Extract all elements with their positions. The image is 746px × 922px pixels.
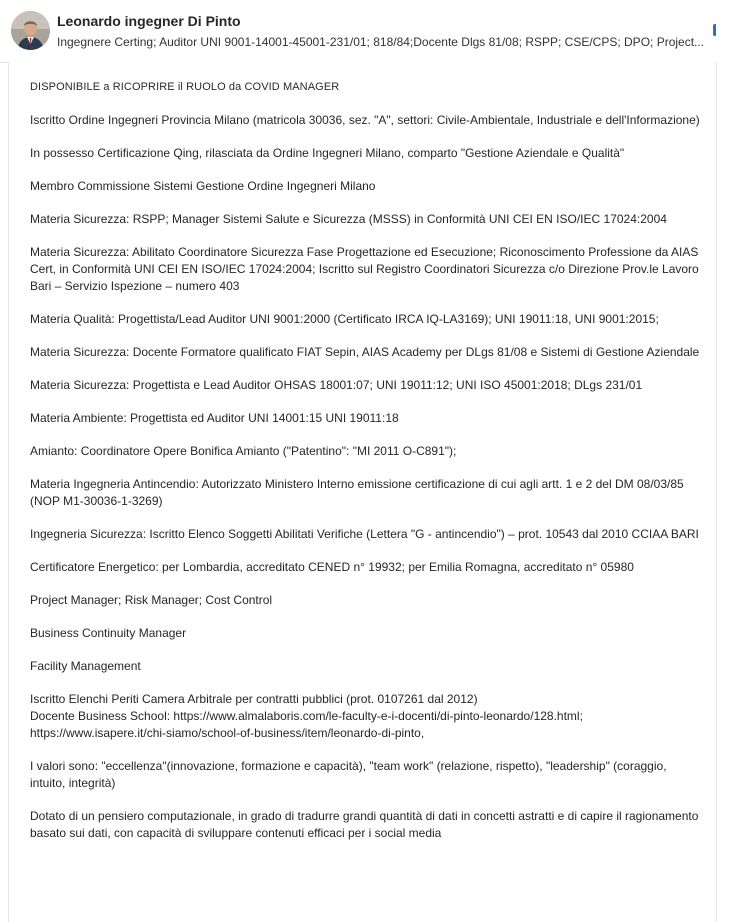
about-paragraph: Materia Qualità: Progettista/Lead Auditor UNI 9001:2000 (Certificato IRCA IQ-LA3169); UNI 19011:18, UNI 9001:2015; [30,312,659,326]
about-paragraph: Materia Sicurezza: Progettista e Lead Auditor OHSAS 18001:07; UNI 19011:12; UNI ISO 45001:2018; DLgs 231/01 [30,378,643,392]
about-intro: DISPONIBILE a RICOPRIRE il RUOLO da COVID MANAGER [30,81,340,93]
about-panel [8,62,717,922]
about-paragraph: Amianto: Coordinatore Opere Bonifica Amianto ("Patentino": "MI 2011 O-C891"); [30,444,457,458]
profile-name[interactable]: Leonardo ingegner Di Pinto [57,13,241,29]
about-paragraph: Business Continuity Manager [30,626,187,640]
about-paragraph: In possesso Certificazione Qing, rilasciata da Ordine Ingegneri Milano, comparto "Gestione Aziendale e Qualità" [30,146,625,160]
about-paragraph: I valori sono: "eccellenza"(innovazione, formazione e capacità), "team work" (relazione, rispetto), "leadership" (coraggio, intuito, integrità) [30,759,667,790]
about-paragraph: Dotato di un pensiero computazionale, in grado di tradurre grandi quantità di dati in concetti astratti e di capire il ragionamento basato sui dati, con capacità di sviluppare contenuti efficaci per i social media [30,809,699,840]
about-paragraph: Certificatore Energetico: per Lombardia, accreditato CENED n° 19932; per Emilia Romagna, accreditato n° 05980 [30,560,634,574]
about-paragraph: Facility Management [30,659,141,673]
profile-photo-icon [11,11,50,50]
about-paragraph: Materia Sicurezza: Abilitato Coordinatore Sicurezza Fase Progettazione ed Esecuzione; Riconoscimento Professione da AIAS Cert, in Conformità UNI CEI EN ISO/IEC 17024:2004; Iscritto sul Registro Coordinatori Sicurezza c/o Direzione Prov.le Lavoro Bari – Servizio Ispezione – numero 403 [30,245,699,293]
avatar[interactable] [11,11,50,50]
isapere-link[interactable]: https://www.isapere.it/chi-siamo/school-of-business/item/leonardo-di-pinto, [30,726,425,740]
about-links-block [30,691,705,742]
about-paragraph: Project Manager; Risk Manager; Cost Control [30,593,273,607]
profile-header [0,0,716,63]
about-paragraph: Materia Ingegneria Antincendio: Autorizzato Ministero Interno emissione certificazione di cui agli artt. 1 e 2 del DM 08/03/85 (NOP M1-30036-1-3269) [30,477,684,508]
profile-headline: Ingegnere Certing; Auditor UNI 9001-14001-45001-231/01; 818/84;Docente Dlgs 81/08; RSPP; CSE/CPS; DPO; Project... [57,35,705,49]
about-paragraph: Membro Commissione Sistemi Gestione Ordine Ingegneri Milano [30,179,376,193]
about-paragraph: Ingegneria Sicurezza: Iscritto Elenco Soggetti Abilitati Verifiche (Lettera "G - antincendio") – prot. 10543 dal 2010 CCIAA BARI [30,527,699,541]
about-text [30,79,705,858]
about-paragraph: Materia Sicurezza: RSPP; Manager Sistemi Salute e Sicurezza (MSSS) in Conformità UNI CEI EN ISO/IEC 17024:2004 [30,212,667,226]
about-paragraph: Iscritto Ordine Ingegneri Provincia Milano (matricola 30036, sez. "A", settori: Civile-Ambientale, Industriale e dell'Informazione) [30,113,700,127]
arbitration-line: Iscritto Elenchi Periti Camera Arbitrale per contratti pubblici (prot. 0107261 dal 2012) [30,692,478,706]
about-paragraph: Materia Ambiente: Progettista ed Auditor UNI 14001:15 UNI 19011:18 [30,411,399,425]
about-paragraph: Materia Sicurezza: Docente Formatore qualificato FIAT Sepin, AIAS Academy per DLgs 81/08 e Sistemi di Gestione Aziendale [30,345,700,359]
scroll-indicator [713,24,716,36]
business-school-link[interactable]: Docente Business School: https://www.almalaboris.com/le-faculty-e-i-docenti/di-pinto-leonardo/128.html; [30,709,583,723]
